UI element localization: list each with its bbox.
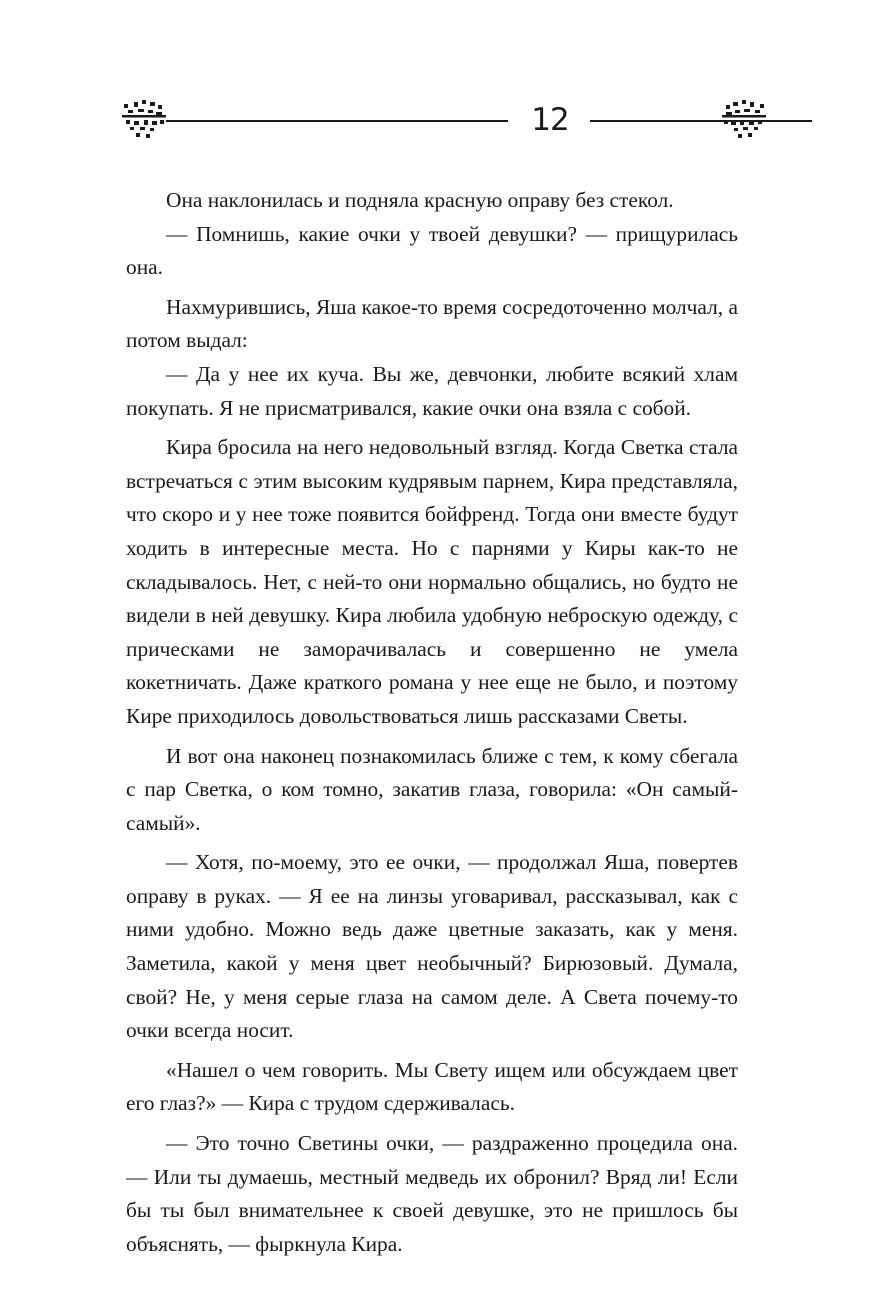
header-rule-left (166, 120, 508, 122)
paragraph: «Нашел о чем говорить. Мы Свету ищем или обсуждаем цвет его глаз?» — Кира с трудом сдерживалась. (126, 1057, 738, 1116)
paragraph: Она наклонилась и подняла красную оправу без стекол. (166, 188, 674, 212)
ornament-icon (120, 96, 168, 142)
paragraph: — Хотя, по-моему, это ее очки, — продолжал Яша, повертев оправу в руках. — Я ее на линзы уговаривал, рассказывал, как с ними удобно. Можно ведь даже цветные заказать, как у меня. Заметила, какой у меня цвет необычный? Бирюзовый. Думала, свой? Не, у меня серые глаза на самом деле. А Света почему-то очки всегда носит. (126, 850, 738, 1043)
paragraph: И вот она наконец познакомилась ближе с тем, к кому сбегала с пар Светка, о ком томно, закатив глаза, говорила: «Он самый-самый». (126, 743, 738, 835)
header-rule-right (590, 120, 812, 122)
paragraph: Кира бросила на него недовольный взгляд. Когда Светка стала встречаться с этим высоким кудрявым парнем, Кира представляла, что скоро и у нее тоже появится бойфренд. Тогда они вместе будут ходить в интересные места. Но с парнями у Киры как-то не складывалось. Нет, с ней-то они нормально общались, но будто не видели в ней девушку. Кира любила удобную неброскую одежду, с прическами не заморачивалась и совершенно не умела кокетничать. Даже краткого романа у нее еще не было, и поэтому Кире приходилось довольствоваться лишь рассказами Светы. (126, 435, 738, 728)
ornament-icon (720, 96, 768, 142)
paragraph: Нахмурившись, Яша какое-то время сосредоточенно молчал, а потом выдал: (126, 294, 738, 353)
page-header (120, 96, 768, 144)
body-text (126, 184, 738, 1261)
paragraph: — Это точно Светины очки, — раздраженно процедила она. — Или ты думаешь, местный медведь их обронил? Вряд ли! Если бы ты был внимательнее к своей девушке, это не пришлось бы объяснять, — фыркнула Кира. (126, 1131, 738, 1256)
paragraph: — Да у нее их куча. Вы же, девчонки, любите всякий хлам покупать. Я не присматривался, какие очки она взяла с собой. (126, 361, 738, 420)
page-number: 12 (531, 102, 569, 138)
paragraph: — Помнишь, какие очки у твоей девушки? — прищурилась она. (126, 221, 738, 280)
